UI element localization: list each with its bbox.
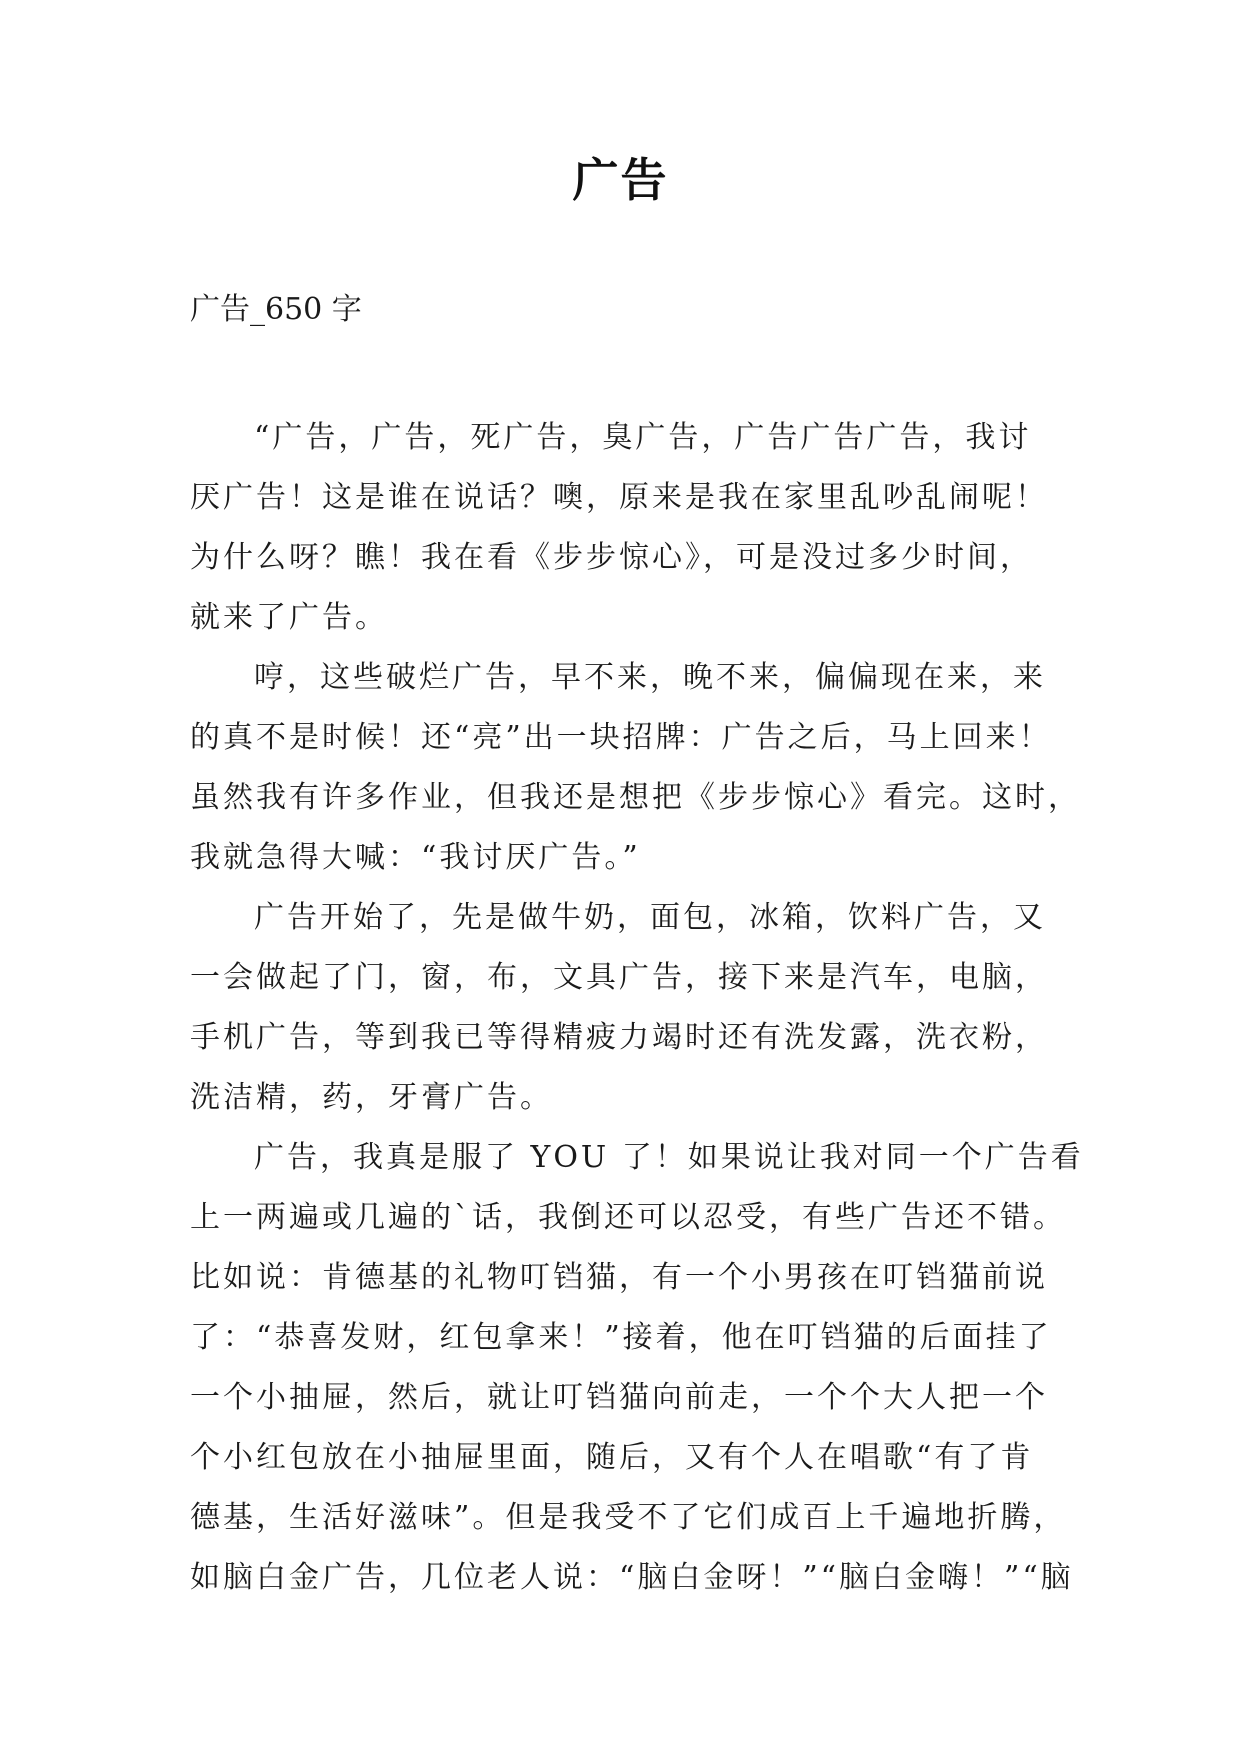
document-title: 广告 <box>572 153 669 207</box>
paragraph-line: 手机广告，等到我已等得精疲力竭时还有洗发露，洗衣粉， <box>190 1020 1048 1055</box>
paragraph-line: 我就急得大喊：“我讨厌广告。” <box>190 840 641 875</box>
paragraph-line: 一会做起了门，窗，布，文具广告，接下来是汽车，电脑， <box>190 960 1048 995</box>
paragraph-line: 上一两遍或几遍的`话，我倒还可以忍受，有些广告还不错。 <box>190 1200 1066 1235</box>
document-subtitle: 广告_650 字 <box>190 292 362 327</box>
paragraph-line: 广告开始了，先是做牛奶，面包，冰箱，饮料广告，又 <box>254 900 1046 935</box>
paragraph-line: “广告，广告，死广告，臭广告，广告广告广告，我讨 <box>254 420 1032 455</box>
document-body <box>190 408 1084 1608</box>
paragraph-line: 广告，我真是服了 YOU 了！如果说让我对同一个广告看 <box>254 1140 1084 1175</box>
paragraph-line: 厌广告！这是谁在说话？噢，原来是我在家里乱吵乱闹呢！ <box>190 480 1048 515</box>
paragraph-line: 比如说：肯德基的礼物叮铛猫，有一个小男孩在叮铛猫前说 <box>190 1260 1048 1295</box>
paragraph-line: 德基，生活好滋味”。但是我受不了它们成百上千遍地折腾， <box>190 1500 1067 1535</box>
paragraph-line: 就来了广告。 <box>190 600 388 635</box>
paragraph-line: 如脑白金广告，几位老人说：“脑白金呀！”“脑白金嗨！”“脑 <box>190 1560 1074 1595</box>
paragraph-line: 了：“恭喜发财，红包拿来！”接着，他在叮铛猫的后面挂了 <box>190 1320 1052 1355</box>
paragraph-line: 洗洁精，药，牙膏广告。 <box>190 1080 553 1115</box>
paragraph-line: 的真不是时候！还“亮”出一块招牌：广告之后，马上回来！ <box>190 720 1052 755</box>
paragraph-line: 一个小抽屉，然后，就让叮铛猫向前走，一个个大人把一个 <box>190 1380 1048 1415</box>
paragraph-line: 虽然我有许多作业，但我还是想把《步步惊心》看完。这时， <box>190 780 1081 815</box>
paragraph-line: 个小红包放在小抽屉里面，随后，又有个人在唱歌“有了肯 <box>190 1440 1034 1475</box>
paragraph-line: 为什么呀？瞧！我在看《步步惊心》，可是没过多少时间， <box>190 540 1033 575</box>
paragraph-line: 哼，这些破烂广告，早不来，晚不来，偏偏现在来，来 <box>254 660 1046 695</box>
